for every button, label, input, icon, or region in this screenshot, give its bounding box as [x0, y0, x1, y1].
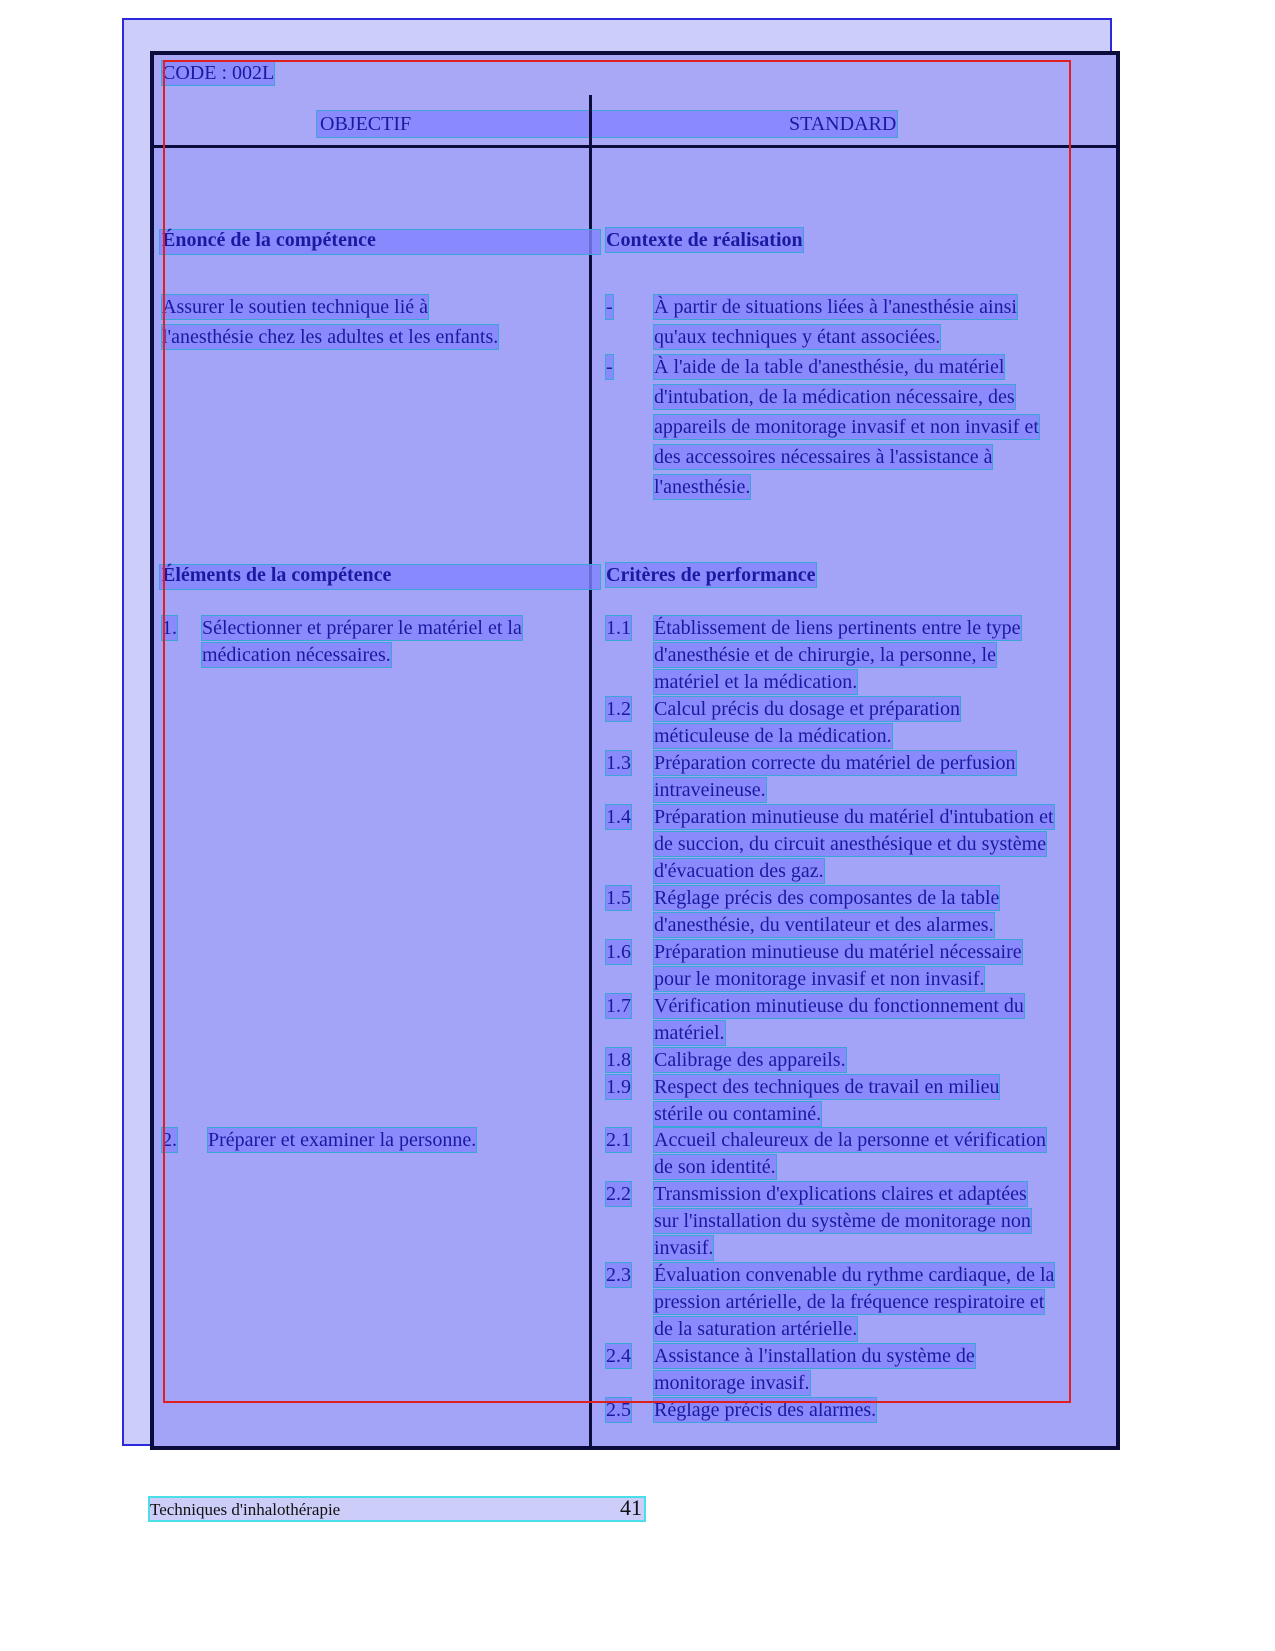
critere-line: invasif. [654, 1237, 714, 1259]
critere-number: 1.2 [606, 698, 631, 720]
critere-line: Respect des techniques de travail en milieu [654, 1076, 1000, 1098]
contexte-line: des accessoires nécessaires à l'assistance à [654, 446, 993, 468]
enonce-title: Énoncé de la compétence [162, 229, 376, 251]
critere-line: Préparation minutieuse du matériel nécessaire [654, 941, 1022, 963]
critere-line: Réglage précis des alarmes. [654, 1399, 877, 1421]
critere-number: 1.9 [606, 1076, 631, 1098]
critere-line: Assistance à l'installation du système de [654, 1345, 975, 1367]
elements-title: Éléments de la compétence [162, 564, 392, 586]
enonce-line: l'anesthésie chez les adultes et les enfants. [162, 326, 499, 348]
critere-line: Transmission d'explications claires et adaptées [654, 1183, 1027, 1205]
contexte-line: appareils de monitorage invasif et non invasif et [654, 416, 1039, 438]
critere-line: Réglage précis des composantes de la table [654, 887, 1000, 909]
critere-line: Calibrage des appareils. [654, 1049, 846, 1071]
contexte-line: l'anesthésie. [654, 476, 751, 498]
element-line: Préparer et examiner la personne. [208, 1129, 477, 1151]
table-header-row [154, 95, 1116, 148]
critere-number: 1.6 [606, 941, 631, 963]
contexte-bullet: - [606, 356, 613, 378]
critere-line: matériel et la médication. [654, 671, 858, 693]
critere-line: pour le monitorage invasif et non invasif. [654, 968, 985, 990]
competency-table [150, 51, 1120, 1450]
element-line: médication nécessaires. [202, 644, 391, 666]
critere-line: Accueil chaleureux de la personne et vérification [654, 1129, 1047, 1151]
critere-line: d'anesthésie, du ventilateur et des alarmes. [654, 914, 994, 936]
critere-number: 2.1 [606, 1129, 631, 1151]
critere-number: 2.4 [606, 1345, 631, 1367]
competency-code: CODE : 002L [162, 62, 275, 84]
critere-line: méticuleuse de la médication. [654, 725, 892, 747]
critere-number: 1.3 [606, 752, 631, 774]
critere-number: 2.2 [606, 1183, 631, 1205]
objectif-column [154, 148, 589, 1446]
contexte-line: À l'aide de la table d'anesthésie, du matériel [654, 356, 1005, 378]
footer-program-label: Techniques d'inhalothérapie [150, 1500, 341, 1519]
critere-number: 2.5 [606, 1399, 631, 1421]
critere-line: Calcul précis du dosage et préparation [654, 698, 960, 720]
header-objectif: OBJECTIF [320, 113, 412, 135]
contexte-bullet: - [606, 296, 613, 318]
contexte-line: qu'aux techniques y étant associées. [654, 326, 941, 348]
critere-line: stérile ou contaminé. [654, 1103, 822, 1125]
page-number: 41 [620, 1495, 642, 1520]
standard-column [592, 148, 1116, 1446]
critere-line: de son identité. [654, 1156, 776, 1178]
critere-number: 1.1 [606, 617, 631, 639]
page-footer [150, 1495, 644, 1520]
critere-line: Établissement de liens pertinents entre le type [654, 617, 1021, 639]
critere-number: 1.7 [606, 995, 631, 1017]
header-standard: STANDARD [789, 113, 897, 135]
critere-number: 2.3 [606, 1264, 631, 1286]
critere-line: d'anesthésie et de chirurgie, la personne, le [654, 644, 996, 666]
contexte-title: Contexte de réalisation [606, 229, 803, 251]
critere-line: de la saturation artérielle. [654, 1318, 858, 1340]
critere-line: matériel. [654, 1022, 725, 1044]
critere-line: monitorage invasif. [654, 1372, 810, 1394]
critere-line: Préparation minutieuse du matériel d'intubation et [654, 806, 1054, 828]
element-line: Sélectionner et préparer le matériel et la [202, 617, 522, 639]
element-number: 1. [162, 617, 177, 639]
critere-line: pression artérielle, de la fréquence respiratoire et [654, 1291, 1045, 1313]
critere-line: intraveineuse. [654, 779, 766, 801]
critere-line: sur l'installation du système de monitorage non [654, 1210, 1031, 1232]
element-number: 2. [162, 1129, 177, 1151]
critere-number: 1.4 [606, 806, 631, 828]
enonce-line: Assurer le soutien technique lié à [162, 296, 429, 318]
critere-number: 1.8 [606, 1049, 631, 1071]
contexte-line: À partir de situations liées à l'anesthésie ainsi [654, 296, 1017, 318]
critere-line: d'évacuation des gaz. [654, 860, 824, 882]
critere-line: de succion, du circuit anesthésique et du système [654, 833, 1047, 855]
contexte-line: d'intubation, de la médication nécessaire, des [654, 386, 1015, 408]
code-row [154, 55, 1116, 98]
critere-line: Vérification minutieuse du fonctionnement du [654, 995, 1024, 1017]
criteres-title: Critères de performance [606, 564, 816, 586]
critere-line: Préparation correcte du matériel de perfusion [654, 752, 1016, 774]
critere-number: 1.5 [606, 887, 631, 909]
critere-line: Évaluation convenable du rythme cardiaque, de la [654, 1264, 1055, 1286]
